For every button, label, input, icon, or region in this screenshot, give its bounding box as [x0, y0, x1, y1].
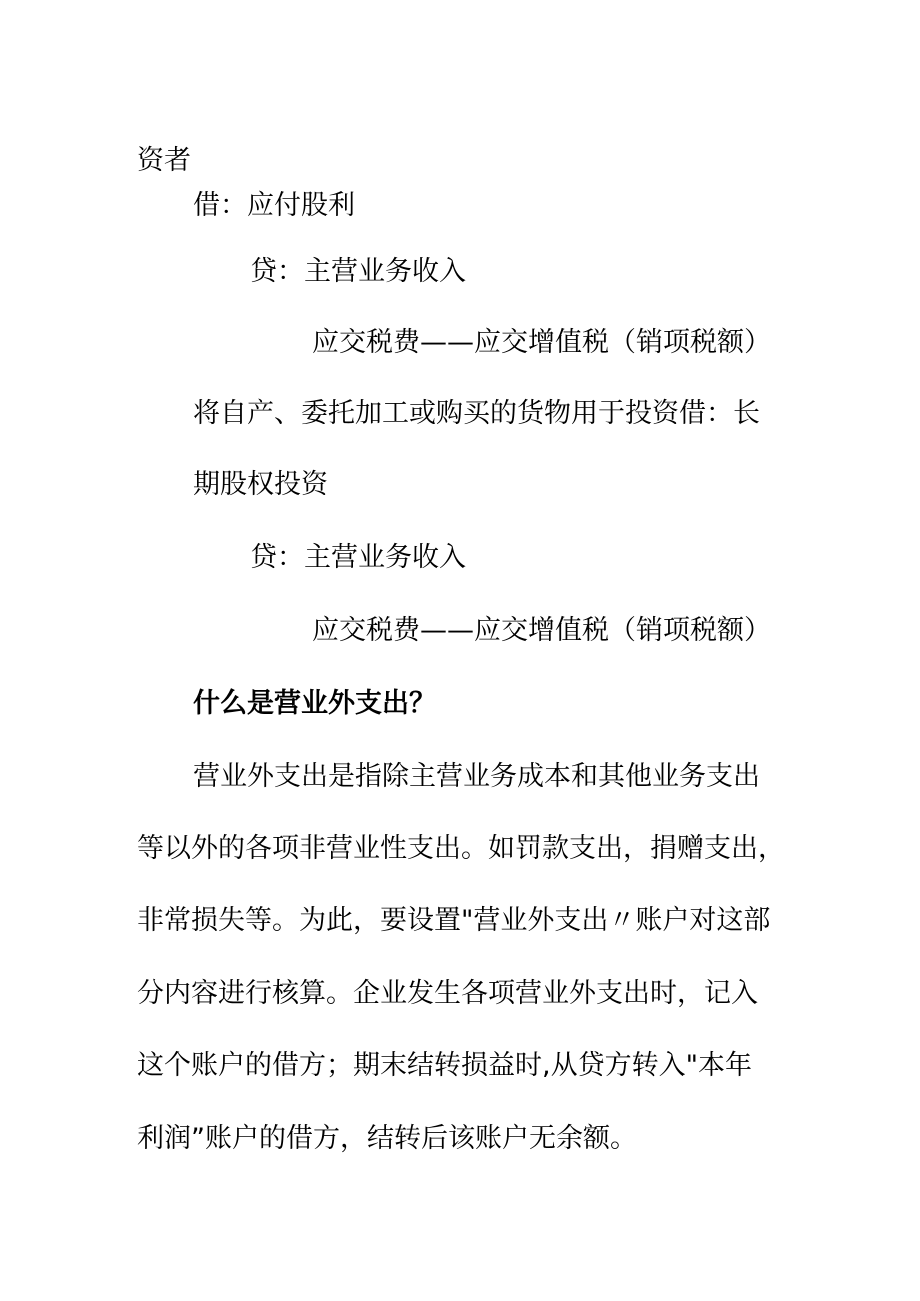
paragraph-line: 将自产、委托加工或购买的货物用于投资借：长 — [193, 398, 760, 429]
text-line-continuation: 资者 — [137, 145, 191, 176]
paragraph-line: 营业外支出是指除主营业务成本和其他业务支出 — [193, 761, 760, 792]
journal-credit-line: 贷：主营业务收入 — [250, 256, 466, 287]
paragraph-line: 等以外的各项非营业性支出。如罚款支出，捐赠支出， — [137, 833, 785, 864]
paragraph-line: 利润”账户的借方，结转后该账户无余额。 — [137, 1123, 637, 1154]
journal-credit-subline: 应交税费——应交增值税（销项税额） — [312, 615, 771, 646]
section-heading: 什么是营业外支出？ — [193, 688, 436, 719]
paragraph-line: 期股权投资 — [193, 469, 328, 500]
journal-debit-line: 借：应付股利 — [193, 190, 355, 221]
journal-credit-line: 贷：主营业务收入 — [250, 542, 466, 573]
paragraph-line: 这个账户的借方；期末结转损益时,从贷方转入"本年 — [137, 1050, 753, 1081]
journal-credit-subline: 应交税费——应交增值税（销项税额） — [312, 327, 771, 358]
paragraph-line: 非常损失等。为此，要设置"营业外支出〃账户对这部 — [137, 905, 771, 936]
paragraph-line: 分内容进行核算。企业发生各项营业外支出时，记入 — [137, 978, 758, 1009]
